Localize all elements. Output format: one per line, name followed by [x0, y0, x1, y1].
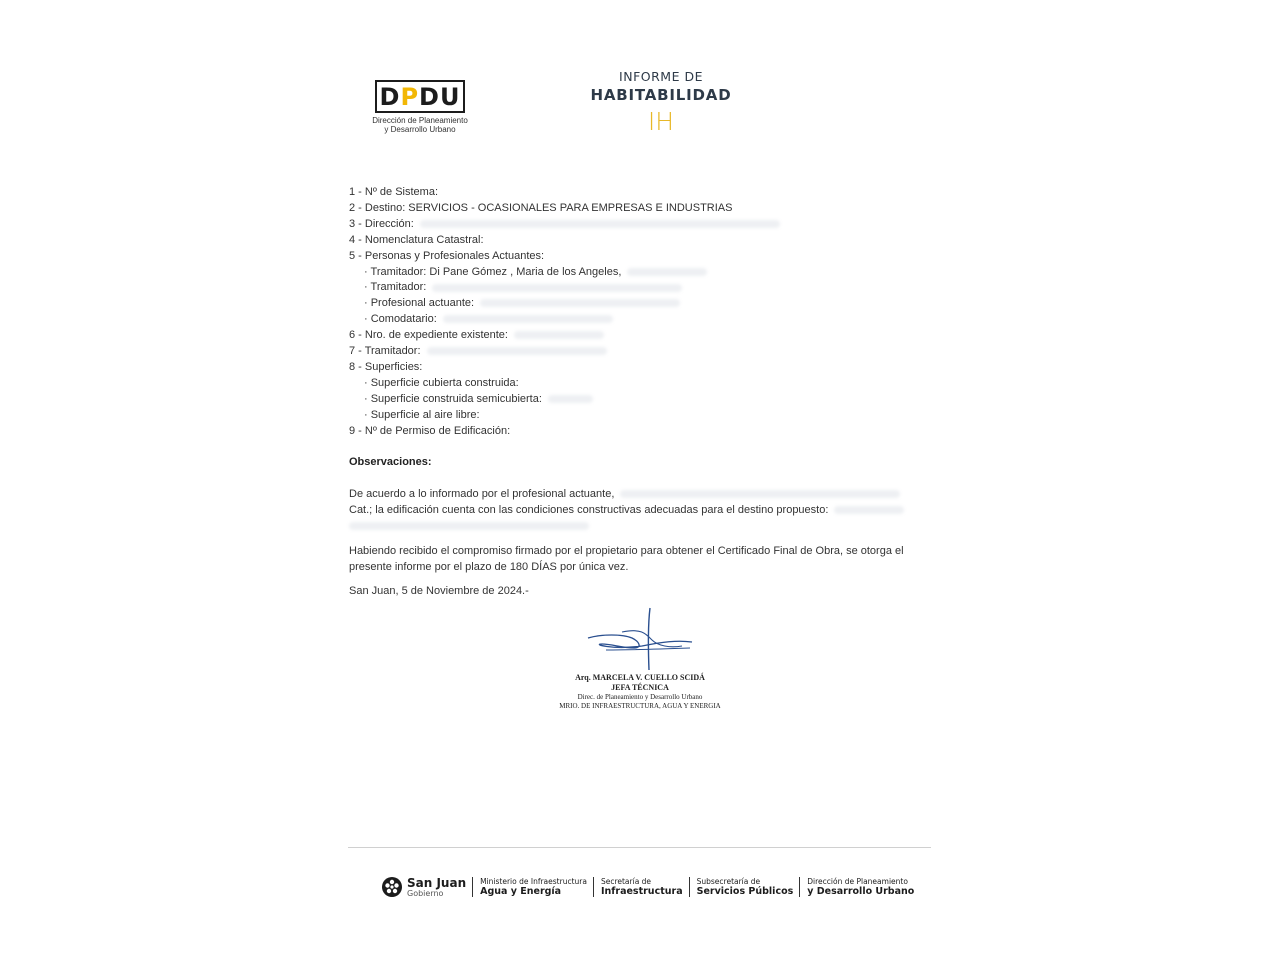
field-professional [349, 296, 929, 312]
field-processor-2 [349, 280, 929, 296]
footer-divider [348, 847, 931, 848]
observations-heading: Observaciones: [349, 456, 432, 468]
footer-directorate-small: Dirección de Planeamiento [807, 877, 908, 886]
footer-directorate [799, 877, 920, 897]
dpdu-logo-mark [375, 80, 466, 113]
field-label: · Tramitador: Di Pane Gómez , Maria de los Angeles, [364, 265, 622, 278]
redacted-value [432, 284, 682, 292]
footer-secretariat-big: Infraestructura [600, 886, 683, 897]
field-label: · Superficie construida semicubierta: [364, 392, 542, 405]
field-label: 6 - Nro. de expediente existente: [349, 329, 508, 342]
logo-subtitle-line1: Dirección de Planeamiento [372, 116, 468, 125]
field-label: 4 - Nomenclatura Catastral: [349, 233, 484, 246]
field-cadastral [349, 233, 929, 249]
signer-name: Arq. MARCELA V. CUELLO SCIDÁ [575, 673, 705, 682]
signer-department: Direc. de Planeamiento y Desarrollo Urbano [577, 693, 703, 701]
footer-undersecretariat-big: Servicios Públicos [696, 886, 794, 897]
observations-text-b: Cat.; la edificación cuenta con las condiciones constructivas adecuadas para el destino propuesto: [349, 504, 829, 516]
redacted-value [548, 395, 593, 403]
redacted-value [514, 331, 604, 339]
field-semicovered-surface [349, 392, 929, 408]
title-line1: INFORME DE [619, 69, 703, 84]
signature-block [540, 673, 740, 711]
footer-secretariat [593, 877, 689, 897]
field-label: 5 - Personas y Profesionales Actuantes: [349, 249, 545, 262]
field-label: · Tramitador: [364, 281, 427, 294]
observations-paragraph-2: Habiendo recibido el compromiso firmado por el propietario para obtener el Certificado Final de Obra, se otorga el presente informe por el plazo de 180 DÍAS por única vez. [349, 545, 904, 573]
field-label: · Superficie cubierta construida: [364, 376, 519, 389]
footer-ministry-small: Ministerio de Infraestructura [480, 877, 587, 886]
redacted-value [834, 506, 904, 514]
san-juan-text [407, 877, 466, 898]
field-permit-number [349, 424, 929, 440]
logo-letter-u: U [439, 83, 461, 111]
logo-subtitle-line2: y Desarrollo Urbano [384, 125, 456, 134]
field-file-number [349, 328, 929, 344]
redacted-value [480, 299, 680, 307]
san-juan-emblem-icon [381, 876, 403, 898]
field-covered-surface [349, 376, 929, 392]
redacted-value [420, 220, 780, 228]
footer-ministry [472, 877, 593, 897]
footer-directorate-big: y Desarrollo Urbano [807, 886, 915, 897]
logo-letter-p: P [400, 83, 420, 111]
field-destination [349, 201, 929, 217]
field-label: 7 - Tramitador: [349, 345, 421, 358]
san-juan-name: San Juan [407, 875, 467, 890]
dpdu-logo [367, 80, 473, 134]
footer-undersecretariat-small: Subsecretaría de [696, 877, 761, 886]
footer-logos [381, 873, 920, 901]
footer-ministry-big: Agua y Energía [480, 886, 562, 897]
redacted-value [627, 268, 707, 276]
title-code: IH [647, 107, 675, 136]
signer-role: JEFA TÉCNICA [611, 683, 669, 692]
field-borrower [349, 312, 929, 328]
logo-letter-d2: D [419, 83, 440, 111]
field-label: · Superficie al aire libre: [364, 408, 480, 421]
field-open-surface [349, 408, 929, 424]
title-line2: HABITABILIDAD [590, 86, 732, 104]
logo-letter-d1: D [379, 83, 401, 111]
field-label: 3 - Dirección: [349, 217, 414, 230]
handwritten-signature [582, 604, 697, 674]
issue-date: San Juan, 5 de Noviembre de 2024.- [349, 585, 529, 597]
field-label: · Comodatario: [364, 313, 437, 326]
document-title [588, 70, 734, 138]
report-fields [349, 185, 929, 440]
field-system-number [349, 185, 929, 201]
signer-ministry: MRIO. DE INFRAESTRUCTURA, AGUA Y ENERGIA [559, 702, 721, 710]
redacted-value [620, 490, 900, 498]
redacted-value [427, 347, 607, 355]
field-persons [349, 249, 929, 265]
san-juan-sub: Gobierno [407, 888, 444, 898]
footer-secretariat-small: Secretaría de [600, 877, 652, 886]
field-label: 9 - Nº de Permiso de Edificación: [349, 424, 511, 437]
field-label: 8 - Superficies: [349, 360, 423, 373]
field-label: 2 - Destino: SERVICIOS - OCASIONALES PARA EMPRESAS E INDUSTRIAS [349, 201, 733, 214]
field-address [349, 217, 929, 233]
san-juan-logo [381, 876, 466, 898]
field-surfaces [349, 360, 929, 376]
logo-subtitle [367, 116, 473, 134]
redacted-value [349, 522, 589, 530]
field-processor-1 [349, 265, 929, 281]
redacted-value [443, 315, 613, 323]
field-label: · Profesional actuante: [364, 297, 475, 310]
observations-text-a: De acuerdo a lo informado por el profesional actuante, [349, 488, 615, 500]
observations-paragraph-1 [349, 486, 924, 534]
field-processor-3 [349, 344, 929, 360]
field-label: 1 - Nº de Sistema: [349, 186, 438, 198]
footer-undersecretariat [689, 877, 800, 897]
